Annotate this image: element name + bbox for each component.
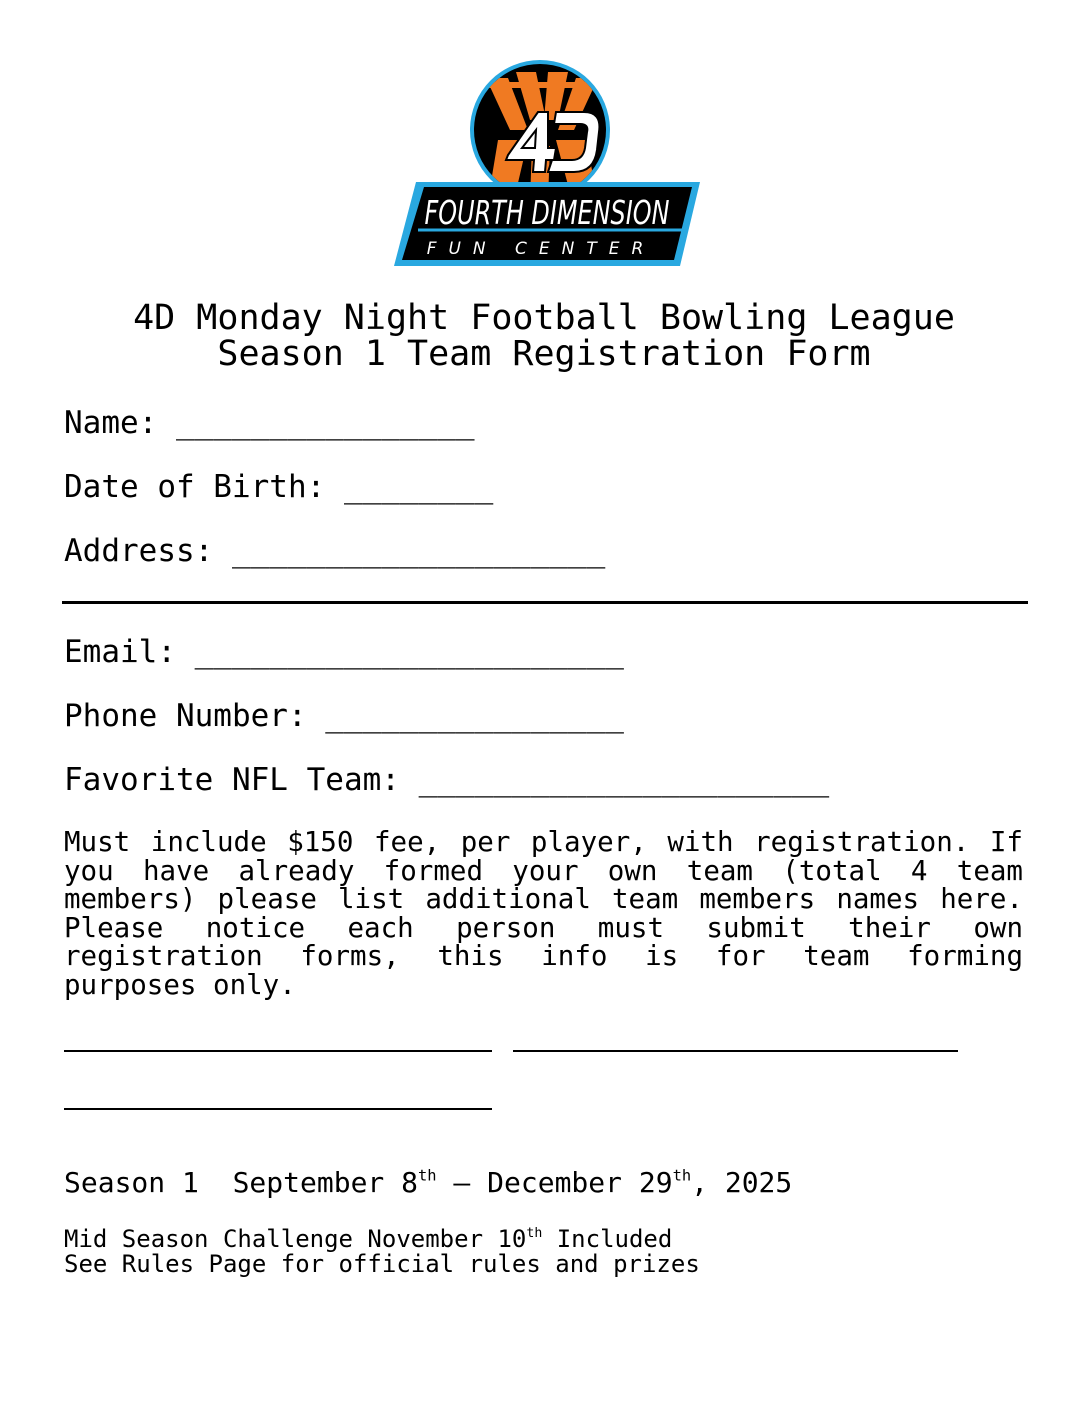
favorite-team-field[interactable]: Favorite NFL Team: ______________________ [64,762,830,798]
logo-name: FOURTH DIMENSION [424,193,670,232]
logo-tagline: FUN CENTER [426,239,656,259]
address-line-2[interactable] [62,601,1028,604]
phone-field[interactable]: Phone Number: ________________ [64,698,624,734]
instructions-text: Must include $150 fee, per player, with registration. If you have already formed your own team (total 4 team members) please list additional team members names here. Please notice each person must submit their own registration forms, this info is for team forming purposes only. [64,826,1023,1001]
form-title: 4D Monday Night Football Bowling League [133,298,955,338]
team-member-line-1[interactable] [64,1050,492,1052]
dob-field[interactable]: Date of Birth: ________ [64,469,494,505]
team-member-line-2[interactable] [513,1050,958,1052]
fourth-dimension-logo [388,60,700,270]
mid-season-challenge: Mid Season Challenge November 10th Included [64,1225,673,1253]
season-dates: Season 1 September 8th – December 29th, 2025 [64,1166,793,1199]
rules-note: See Rules Page for official rules and prizes [64,1250,700,1278]
email-field[interactable]: Email: _______________________ [64,634,624,670]
form-subtitle: Season 1 Team Registration Form [217,334,871,374]
team-member-line-3[interactable] [64,1108,492,1110]
name-field[interactable]: Name: ________________ [64,405,475,441]
instructions-paragraph [64,828,1023,999]
address-field[interactable]: Address: ____________________ [64,533,606,569]
